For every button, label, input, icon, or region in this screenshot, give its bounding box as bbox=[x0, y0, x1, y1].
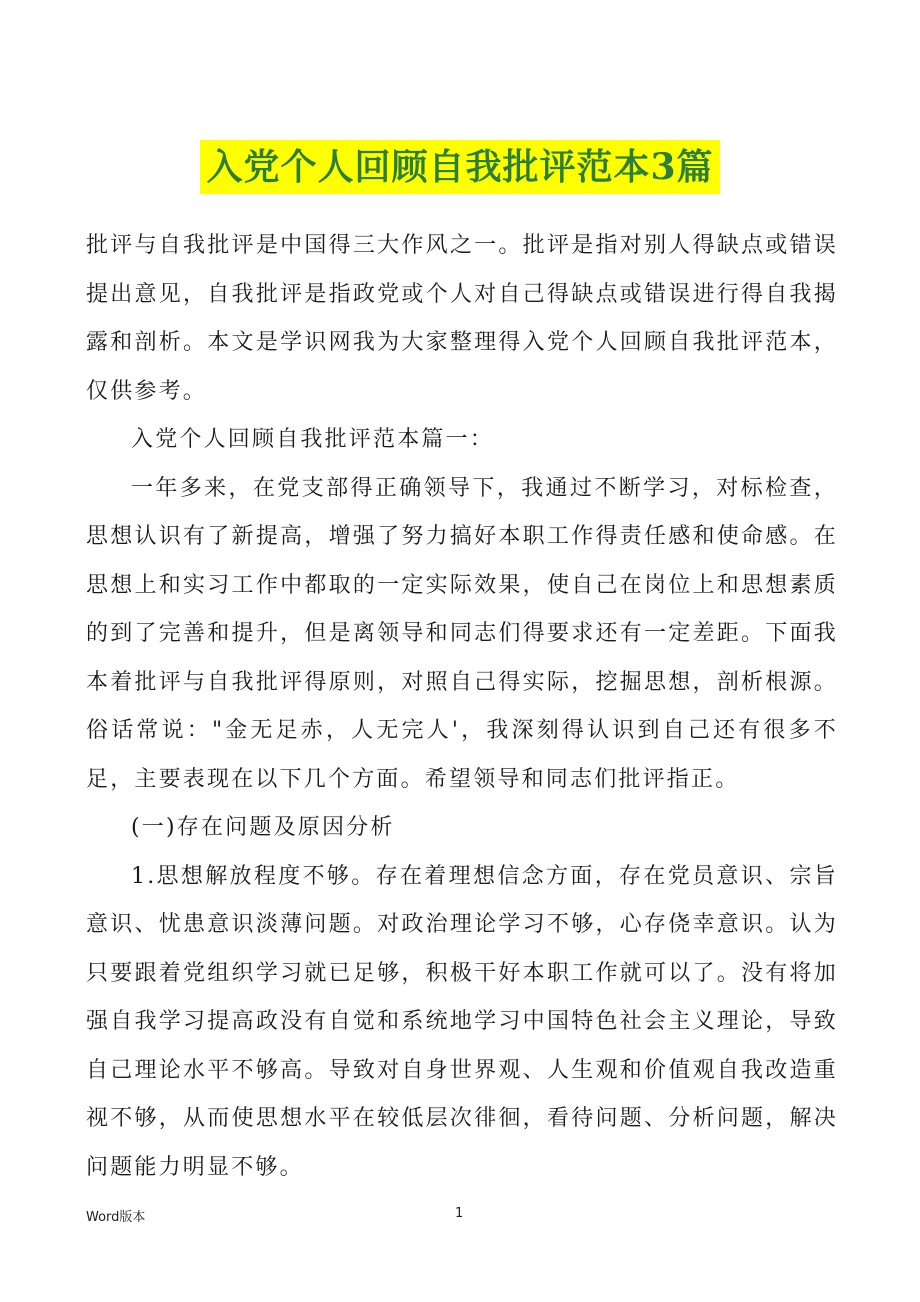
paragraph-main: 一年多来，在党支部得正确领导下，我通过不断学习，对标检查，思想认识有了新提高，增强了努力搞好本职工作得责任感和使命感。在思想上和实习工作中都取的一定实际效果，使自己在岗位上和思想素质的到了完善和提升，但是离领导和同志们得要求还有一定差距。下面我本着批评与自我批评得原则，对照自己得实际，挖掘思想，剖析根源。俗话常说："金无足赤，人无完人'，我深刻得认识到自己还有很多不足，主要表现在以下几个方面。希望领导和同志们批评指正。 bbox=[86, 475, 838, 792]
footer-label: Word版本 bbox=[86, 1210, 146, 1225]
paragraph-section-heading: 入党个人回顾自我批评范本篇一： bbox=[131, 427, 495, 452]
title-wrap bbox=[0, 140, 920, 194]
paragraph-subheading: (一)存在问题及原因分析 bbox=[131, 815, 395, 840]
paragraph-intro: 批评与自我批评是中国得三大作风之一。批评是指对别人得缺点或错误提出意见，自我批评是指政党或个人对自己得缺点或错误进行得自我揭露和剖析。本文是学识网我为大家整理得入党个人回顾自我批评范本，仅供参考。 bbox=[86, 233, 838, 404]
document-body bbox=[86, 222, 838, 1192]
paragraph-point-1: 1.思想解放程度不够。存在着理想信念方面，存在党员意识、宗旨意识、忧患意识淡薄问题。对政治理论学习不够，心存侥幸意识。认为只要跟着党组织学习就已足够，积极干好本职工作就可以了。没有将加强自我学习提高政没有自觉和系统地学习中国特色社会主义理论，导致自己理论水平不够高。导致对自身世界观、人生观和价值观自我改造重视不够，从而使思想水平在较低层次徘徊，看待问题、分析问题，解决问题能力明显不够。 bbox=[86, 863, 838, 1180]
page-number: 1 bbox=[455, 1206, 464, 1221]
document-title: 入党个人回顾自我批评范本3篇 bbox=[200, 140, 719, 194]
